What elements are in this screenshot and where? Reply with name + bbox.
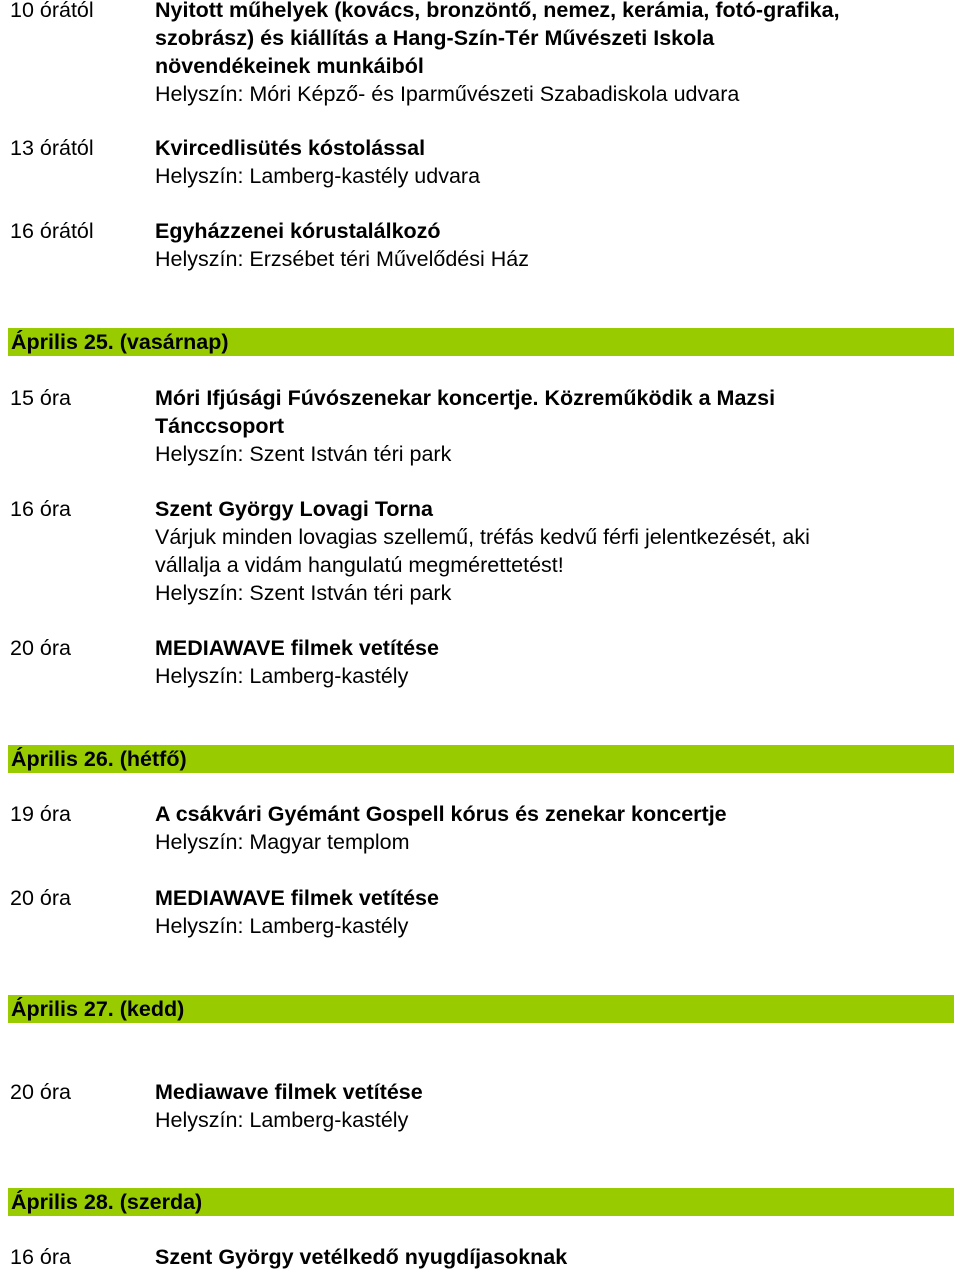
event-title: MEDIAWAVE filmek vetítése [155,886,439,910]
day-header [8,995,954,1023]
event-title: Tánccsoport [155,414,285,438]
event-time: 16 órától [10,219,94,243]
event-location: Helyszín: Szent István téri park [155,581,452,605]
event-body [155,0,954,108]
event-time: 10 órától [10,0,94,22]
event-time: 20 óra [10,636,71,660]
event-title: szobrász) és kiállítás a Hang-Szín-Tér Művészeti Iskola [155,26,715,50]
day-heading [11,745,187,773]
event-location: Helyszín: Magyar templom [155,830,410,854]
event-time: 16 óra [10,1245,71,1269]
day-weekday: (szerda) [119,1190,203,1214]
event-title: Móri Ifjúsági Fúvószenekar koncertje. Közreműködik a Mazsi [155,386,776,410]
event-location: Helyszín: Szent István téri park [155,442,452,466]
event-body [155,884,954,940]
event-body [155,134,954,190]
event-body [155,1078,954,1134]
day-header [8,1188,954,1216]
event-title: A csákvári Gyémánt Gospell kórus és zenekar koncertje [155,802,727,826]
event-location: Helyszín: Lamberg-kastély udvara [155,164,481,188]
event-location: Helyszín: Erzsébet téri Művelődési Ház [155,247,530,271]
day-date: Április 28. [11,1190,114,1214]
day-header [8,328,954,356]
event-description: Várjuk minden lovagias szellemű, tréfás kedvű férfi jelentkezését, aki [155,525,810,549]
event-title: MEDIAWAVE filmek vetítése [155,636,439,660]
event-time: 19 óra [10,802,71,826]
day-heading [11,328,229,356]
day-weekday: (kedd) [119,997,185,1021]
event-body [155,1243,954,1271]
day-weekday: (vasárnap) [119,330,229,354]
event-body [155,217,954,273]
event-body [155,634,954,690]
event-time: 13 órától [10,136,94,160]
event-title: növendékeinek munkáiból [155,54,424,78]
day-header [8,745,954,773]
day-heading [11,995,184,1023]
event-time: 15 óra [10,386,71,410]
event-title: Szent György Lovagi Torna [155,497,433,521]
day-date: Április 27. [11,997,114,1021]
day-date: Április 26. [11,747,114,771]
event-location: Helyszín: Lamberg-kastély [155,914,409,938]
event-location: Helyszín: Lamberg-kastély [155,664,409,688]
event-title: Kvircedlisütés kóstolással [155,136,426,160]
event-location: Helyszín: Lamberg-kastély [155,1108,409,1132]
event-time: 20 óra [10,1080,71,1104]
event-title: Mediawave filmek vetítése [155,1080,423,1104]
day-date: Április 25. [11,330,114,354]
event-time: 16 óra [10,497,71,521]
event-location: Helyszín: Móri Képző- és Iparművészeti Szabadiskola udvara [155,82,740,106]
event-body [155,495,954,607]
day-heading [11,1188,202,1216]
event-title: Egyházzenei kórustalálkozó [155,219,441,243]
day-weekday: (hétfő) [119,747,187,771]
event-body [155,800,954,856]
event-title: Szent György vetélkedő nyugdíjasoknak [155,1245,568,1269]
event-description: vállalja a vidám hangulatú megmérettetést! [155,553,564,577]
event-time: 20 óra [10,886,71,910]
event-title: Nyitott műhelyek (kovács, bronzöntő, nemez, kerámia, fotó-grafika, [155,0,840,22]
event-body [155,384,954,468]
